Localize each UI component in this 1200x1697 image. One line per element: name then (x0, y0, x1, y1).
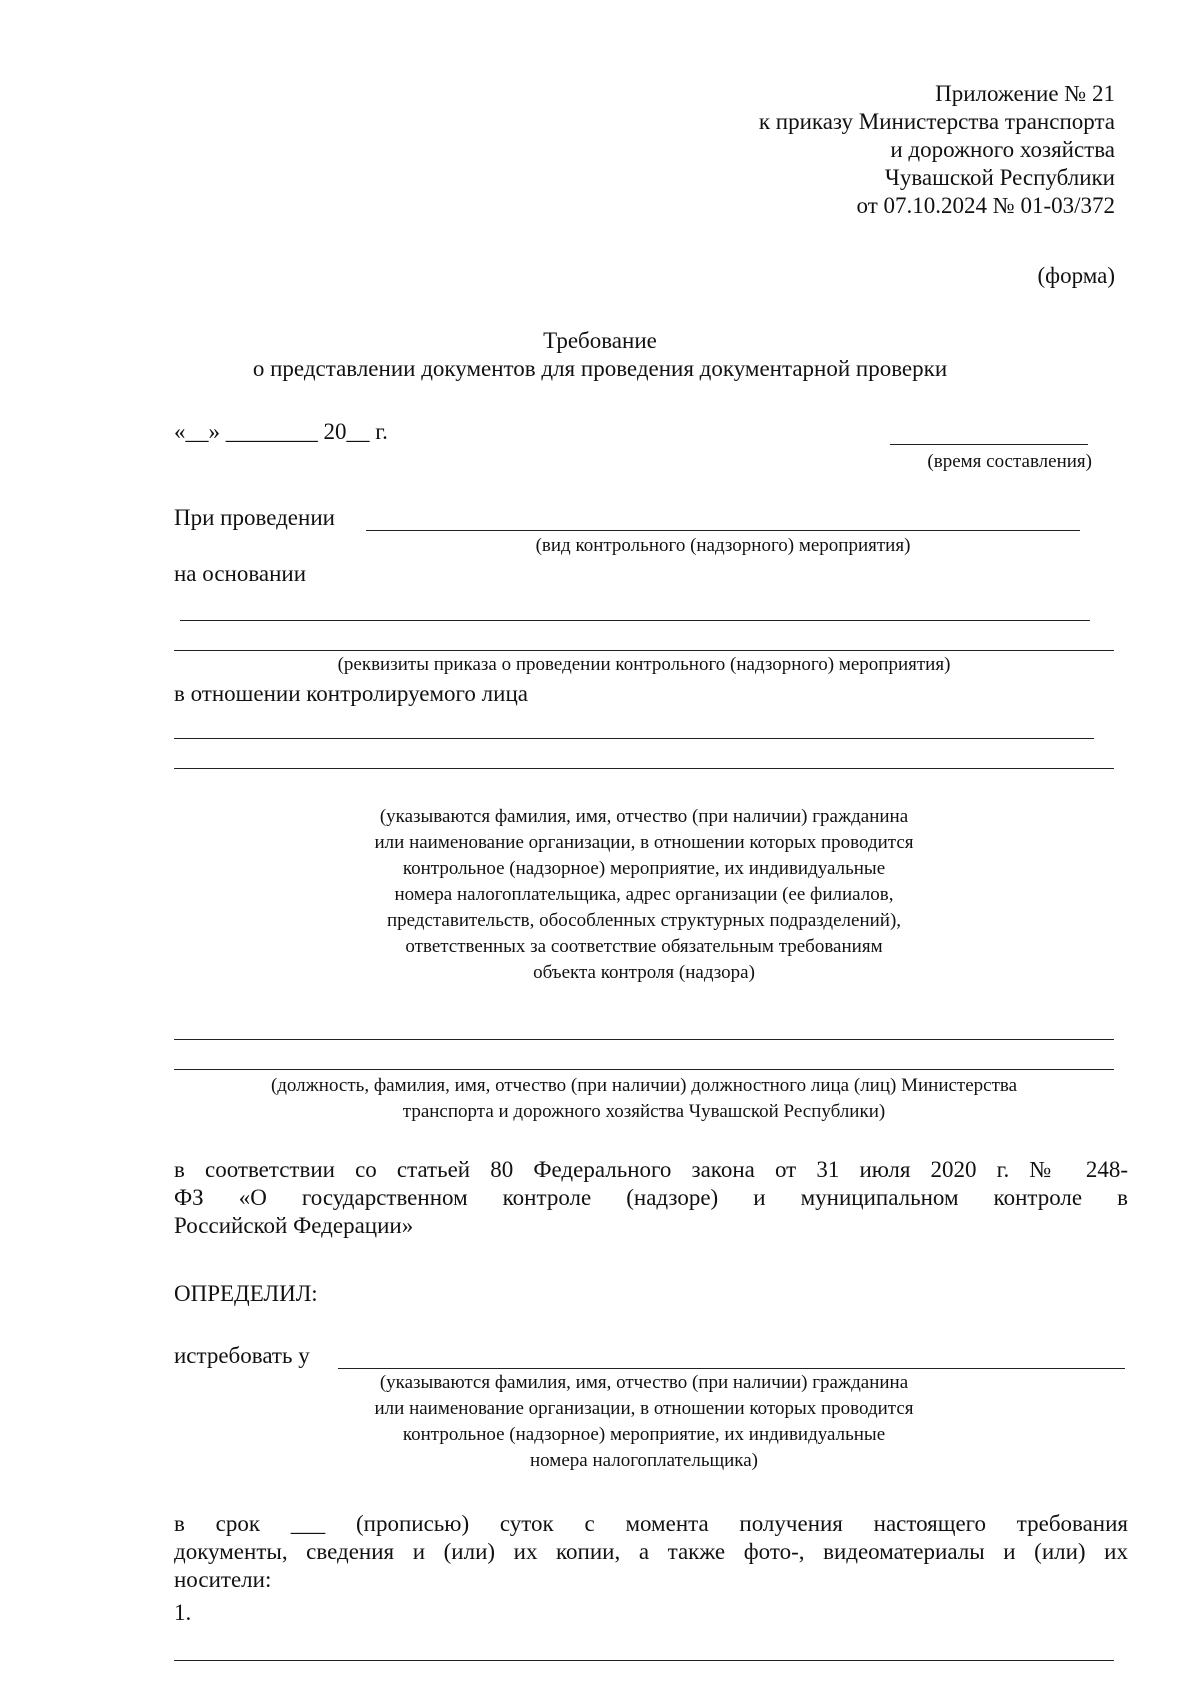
paragraph-line: документы, сведения и (или) их копии, а также фото-, видеоматериалы и (или) их (174, 1539, 1128, 1564)
basis-line-2 (174, 650, 1114, 651)
basis-line-1 (180, 620, 1090, 621)
time-caption: (время составления) (927, 451, 1092, 472)
caption-line: транспорта и дорожного хозяйства Чувашской Республики) (402, 1101, 886, 1122)
paragraph-line: Российской Федерации» (174, 1213, 414, 1238)
conducting-caption: (вид контрольного (надзорного) мероприятия) (535, 535, 911, 556)
paragraph-line: в срок ___ (прописью) суток с момента получения настоящего требования (174, 1511, 1128, 1536)
basis-label: на основании (174, 561, 307, 586)
regarding-label: в отношении контролируемого лица (174, 681, 528, 706)
paragraph-line: ФЗ «О государственном контроле (надзоре) и муниципальном контроле в (174, 1185, 1128, 1210)
deadline-paragraph (174, 1510, 1128, 1594)
caption-line: (указываются фамилия, имя, отчество (при наличии) гражданина (379, 806, 909, 827)
caption-line: номера налогоплательщика) (530, 1450, 758, 1471)
date-template: «__» ________ 20__ г. (174, 419, 388, 444)
basis-caption: (реквизиты приказа о проведении контрольного (надзорного) мероприятия) (337, 654, 951, 675)
header-line: Чувашской Республики (884, 165, 1115, 190)
paragraph-line: носители: (174, 1567, 272, 1592)
caption-line: или наименование организации, в отношении которых проводится (374, 832, 914, 853)
caption-line: номера налогоплательщика, адрес организации (ее филиалов, (394, 884, 894, 905)
caption-line: представительств, обособленных структурных подразделений), (386, 910, 902, 931)
appendix-header (759, 80, 1115, 220)
regarding-line-1 (174, 738, 1094, 739)
demand-caption (174, 1370, 1114, 1474)
list-item-1: 1. (174, 1600, 192, 1625)
conducting-label: При проведении (174, 505, 335, 530)
caption-line: (указываются фамилия, имя, отчество (при наличии) гражданина (379, 1372, 909, 1393)
title-line: Требование (543, 328, 657, 353)
demand-label: истребовать у (174, 1343, 310, 1368)
conducting-line (366, 530, 1080, 531)
title-subtitle: о представлении документов для проведения документарной проверки (252, 356, 948, 381)
demand-line (338, 1368, 1125, 1369)
official-caption (174, 1073, 1114, 1125)
time-line (890, 444, 1088, 445)
caption-line: контрольное (надзорное) мероприятие, их индивидуальные (402, 1424, 886, 1445)
caption-line: или наименование организации, в отношении которых проводится (374, 1398, 914, 1419)
official-line-2 (174, 1069, 1114, 1070)
official-line-1 (174, 1039, 1114, 1040)
header-line: от 07.10.2024 № 01-03/372 (856, 193, 1115, 218)
caption-line: контрольное (надзорное) мероприятие, их индивидуальные (402, 858, 886, 879)
regarding-caption (174, 804, 1114, 986)
determined-label: ОПРЕДЕЛИЛ: (174, 1281, 318, 1306)
caption-line: ответственных за соответствие обязательным требованиям (405, 936, 883, 957)
header-line: к приказу Министерства транспорта (758, 109, 1115, 134)
list-item-line (174, 1660, 1114, 1661)
header-line: Приложение № 21 (935, 81, 1115, 106)
law-paragraph (174, 1156, 1128, 1240)
regarding-line-2 (174, 768, 1114, 769)
paragraph-line: в соответствии со статьей 80 Федерального закона от 31 июля 2020 г. № 248- (174, 1157, 1128, 1182)
caption-line: (должность, фамилия, имя, отчество (при наличии) должностного лица (лиц) Министерства (270, 1075, 1018, 1096)
document-title (0, 327, 1200, 383)
header-line: и дорожного хозяйства (890, 137, 1115, 162)
caption-line: объекта контроля (надзора) (533, 962, 755, 983)
form-label: (форма) (1037, 263, 1115, 288)
